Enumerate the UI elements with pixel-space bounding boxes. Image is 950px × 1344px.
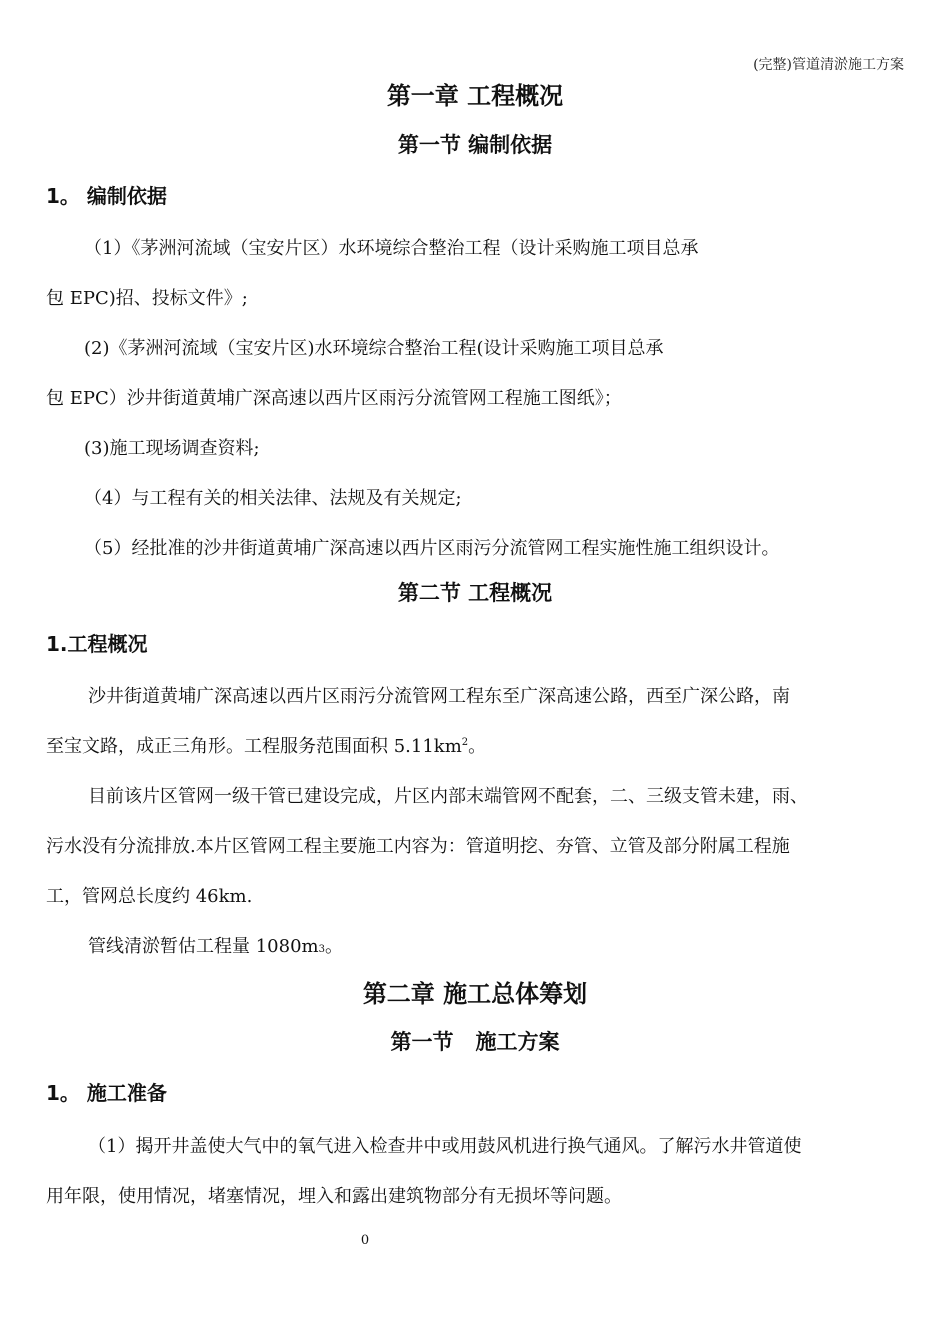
basis-item-4: （4）与工程有关的相关法律、法规及有关规定; (84, 488, 462, 509)
overview-para-1-line-1: 沙井街道黄埔广深高速以西片区雨污分流管网工程东至广深高速公路，西至广深公路，南 (88, 686, 790, 707)
overview-para-2-line-1: 目前该片区管网一级干管已建设完成，片区内部末端管网不配套，二、三级支管未建，雨、 (88, 786, 808, 807)
basis-item-1: （1）《茅洲河流域（宝安片区）水环境综合整治工程（设计采购施工项目总承 (84, 238, 699, 259)
overview-para-2-line-2: 污水没有分流排放.本片区管网工程主要施工内容为：管道明挖、夯管、立管及部分附属工程施 (46, 836, 790, 857)
chapter-2-section-1-title: 第一节 施工方案 (390, 1030, 560, 1054)
basis-item-5: （5）经批准的沙井街道黄埔广深高速以西片区雨污分流管网工程实施性施工组织设计。 (84, 538, 780, 559)
chapter-1-section-1-title: 第一节 编制依据 (397, 133, 553, 157)
overview-para-2-line-3: 工，管网总长度约 46km. (46, 886, 253, 907)
overview-para-1-line-2: 至宝文路，成正三角形。工程服务范围面积 $5.11km^2$。 (46, 736, 487, 757)
basis-item-2-cont: 包 EPC）沙井街道黄埔广深高速以西片区雨污分流管网工程施工图纸》； (46, 388, 622, 409)
basis-item-1-cont: 包 EPC)招、投标文件》; (46, 288, 248, 309)
page-header: (完整)管道清淤施工方案 (753, 57, 904, 73)
basis-item-2: (2)《茅洲河流域（宝安片区)水环境综合整治工程(设计采购施工项目总承 (84, 338, 664, 359)
chapter-1-title: 第一章 工程概况 (386, 82, 564, 110)
chapter-2-title: 第二章 施工总体筹划 (362, 980, 588, 1008)
heading-compilation-basis: 1。 编制依据 (46, 184, 167, 208)
heading-project-overview: 1.工程概况 (46, 632, 148, 656)
prep-item-1-line-1: （1）揭开井盖使大气中的氧气进入检查井中或用鼓风机进行换气通风。了解污水井管道使 (88, 1136, 802, 1157)
chapter-1-section-2-title: 第二节 工程概况 (397, 581, 553, 605)
prep-item-1-line-2: 用年限，使用情况，堵塞情况，埋入和露出建筑物部分有无损坏等问题。 (46, 1186, 622, 1207)
overview-para-3: 管线清淤暂估工程量 1080m3。 (88, 936, 343, 957)
page-number: 0 (360, 1233, 370, 1248)
heading-construction-preparation: 1。 施工准备 (46, 1081, 167, 1105)
basis-item-3: (3)施工现场调查资料; (84, 438, 260, 459)
area-unit-superscript: 2 (461, 737, 469, 748)
volume-unit-subscript: 3 (318, 944, 325, 955)
